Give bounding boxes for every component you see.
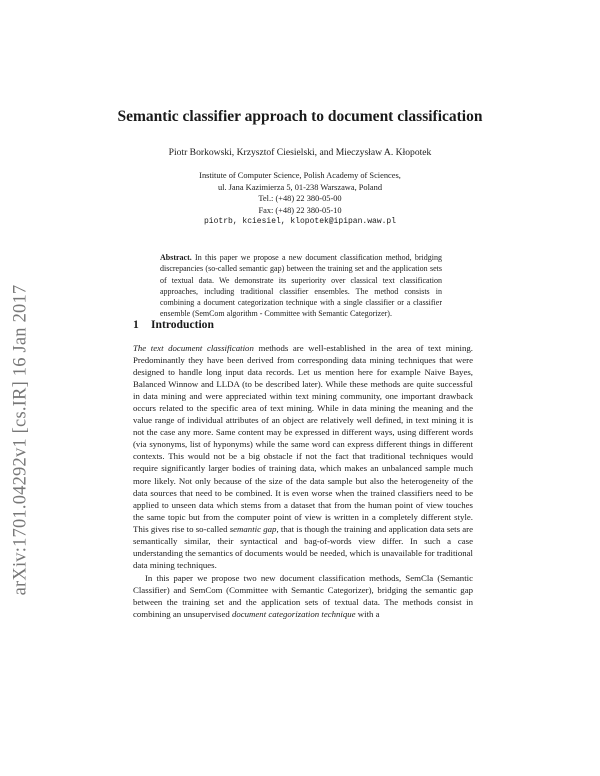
emphasis-categorization-technique: document categorization technique	[231, 609, 356, 620]
author-list: Piotr Borkowski, Krzysztof Ciesielski, and Mieczysław A. Kłopotek	[168, 147, 432, 158]
paragraph-1-text-b: , that is though the training and application data sets are semantically similar, their syntactical and bag-of-words view differ. In such a case understanding the semantics of documents would be needed, which is unavailable for traditional data mining techniques.	[133, 523, 474, 570]
emphasis-text-classification: The text document classification	[133, 343, 254, 353]
emphasis-semantic-gap: semantic gap	[229, 523, 277, 534]
abstract-text: In this paper we propose a new document classification method, bridging discrepancies (so-called semantic gap) between the training set and the application sets of textual data. We demonstrate its superiority over classical text classification approaches, including traditional classifier ensembles. The method consists in combining a document categorization technique with a single classifier or a classifier ensemble (SemCom algorithm - Committee with Semantic Categorizer).	[160, 253, 443, 319]
abstract-label: Abstract.	[160, 253, 192, 262]
section-number: 1	[133, 318, 139, 331]
arxiv-id: arXiv:1701.04292v1 [cs.IR] 16 Jan 2017	[10, 284, 31, 596]
paragraph-2-text-a: In this paper we propose two new document classification methods, SemCla (Semantic Classifier) and SemCom (Committee with Semantic Categorizer), bridging the semantic gap between the training set and the application sets of textual data. The methods consist in combining an unsupervised	[133, 572, 473, 620]
affiliation-block	[0, 170, 600, 228]
abstract	[160, 252, 442, 320]
paper-title: Semantic classifier approach to document classification	[117, 108, 483, 125]
affiliation-emails: piotrb, kciesiel, klopotek@ipipan.waw.pl	[203, 217, 397, 227]
affiliation-address: ul. Jana Kazimierza 5, 01-238 Warszawa, Poland	[217, 182, 383, 192]
paragraph-2-text-b: with a	[355, 609, 380, 620]
section-title: Introduction	[151, 318, 214, 331]
paragraph-1-text-a: methods are well-established in the area of text mining. Predominantly they have been derived from corresponding data mining techniques that were designed to handle long input data records. Let us mention here for example Naive Bayes, Balanced Winnow and LLDA (to be described later). While these methods are quite successful in data mining and were appreciated within text mining community, one important drawback occurs related to the specific area of text mining. While in data mining the meaning and the value range of individual attributes of an object are relatively well defined, in text mining it is not the case any more. Same content may be expressed in different ways, using different words (via synonyms, list of hyponyms) while the same word can express different things in different contexts. This would not be a big obstacle if not the fact that traditional techniques would require significantly larger bodies of training data, which makes an unbalanced sample much more likely. Not only because of the size of the data sample but also the heterogeneity of the data sources that need to be combined. It is even worse when the trained classifiers need to be applied to unseen data which stems from a dataset that from the human point of view touches the same topic but from the computer point of view is written in a completely different style. This gives rise to so-called	[133, 343, 473, 534]
section-heading	[133, 318, 473, 331]
body-text	[133, 342, 473, 620]
affiliation-institute: Institute of Computer Science, Polish Academy of Sciences,	[199, 171, 401, 180]
affiliation-fax: Fax: (+48) 22 380-05-10	[258, 205, 342, 215]
intro-paragraph-2	[133, 572, 473, 620]
affiliation-tel: Tel.: (+48) 22 380-05-00	[258, 194, 342, 204]
intro-paragraph-1	[133, 342, 473, 571]
